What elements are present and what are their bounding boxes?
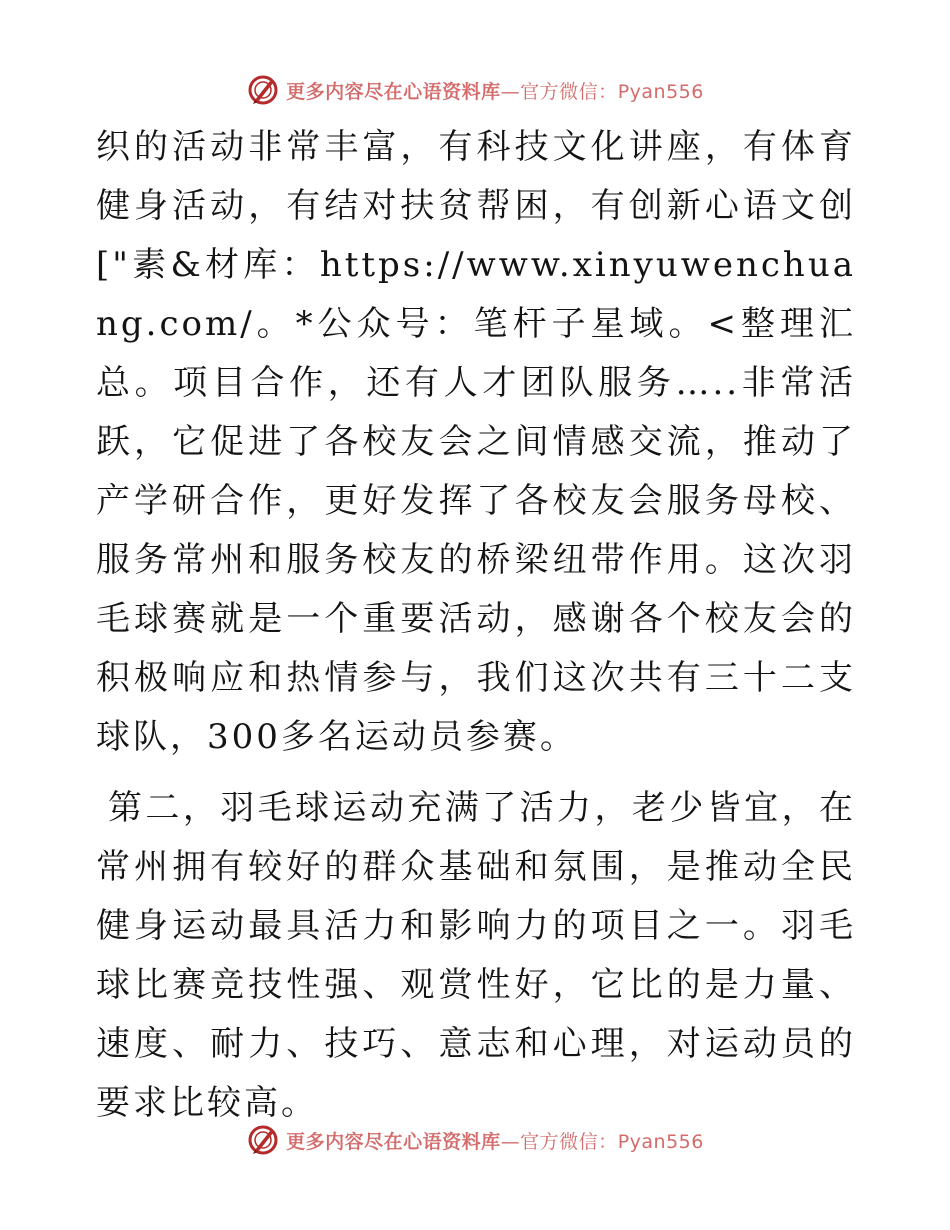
body-paragraph-2: 第二，羽毛球运动充满了活力，老少皆宜，在常州拥有较好的群众基础和氛围，是推动全民健身运动最具活力和影响力的项目之一。羽毛球比赛竞技性强、观赏性好，它比的是力量、速度、耐力、技巧、意志和心理，对运动员的要求比较高。	[96, 788, 856, 1123]
body-paragraph-1: 织的活动非常丰富，有科技文化讲座，有体育健身活动，有结对扶贫帮困，有创新心语文创["素&材库：https://www.xinyuwenchuang.com/。*公众号：笔杆子星域。<整理汇总。项目合作，还有人才团队服务…..非常活跃，它促进了各校友会之间情感交流，推动了产学研合作，更好发挥了各校友会服务母校、服务常州和服务校友的桥梁纽带作用。这次羽毛球赛就是一个重要活动，感谢各个校友会的积极响应和热情参与，我们这次共有三十二支球队，300多名运动员参赛。	[96, 127, 856, 757]
pen-circle-icon	[246, 1123, 280, 1157]
header-dash: —	[500, 80, 521, 103]
header-promo-text: 更多内容尽在心语资料库	[286, 80, 501, 103]
header-wechat-label: 官方微信：	[520, 80, 618, 103]
footer-banner	[0, 1120, 950, 1160]
footer-promo-text: 更多内容尽在心语资料库	[286, 1130, 501, 1153]
pen-circle-icon	[246, 73, 280, 107]
footer-wechat-id: Pyan556	[617, 1130, 704, 1153]
footer-text	[286, 1127, 704, 1154]
header-text	[286, 77, 704, 104]
footer-dash: —	[500, 1130, 521, 1153]
header-banner	[0, 70, 950, 110]
header-wechat-id: Pyan556	[617, 80, 704, 103]
document-body	[96, 118, 856, 1133]
footer-wechat-label: 官方微信：	[520, 1130, 618, 1153]
